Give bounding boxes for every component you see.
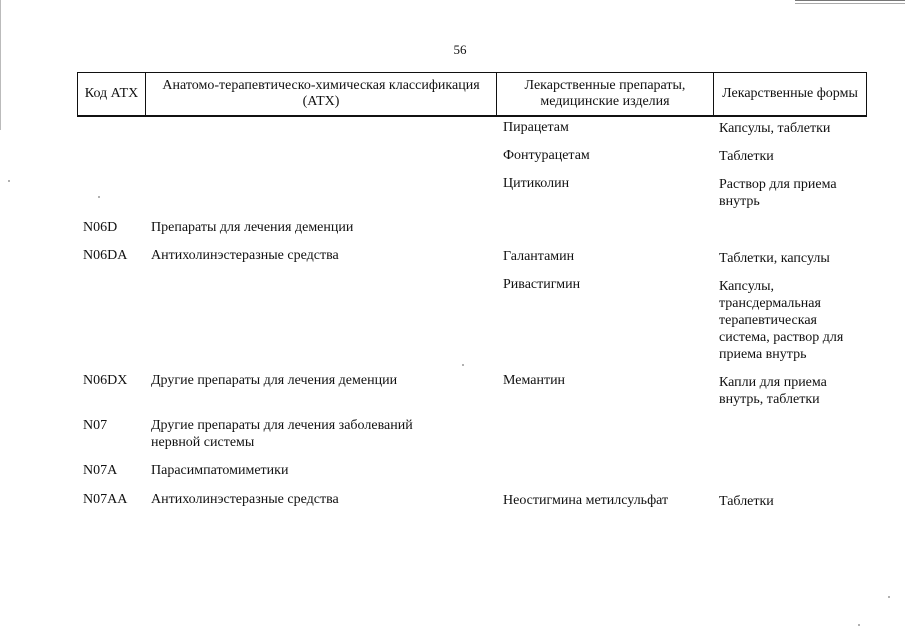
dosage-form: Капсулы, таблетки	[719, 121, 831, 136]
scan-speck	[858, 624, 860, 626]
dosage-form: Капсулы, трансдермальная терапевтическая система, раствор для приема внутрь	[719, 279, 844, 362]
dosage-form: Таблетки, капсулы	[719, 251, 830, 266]
atc-classification: Антихолинэстеразные средства	[151, 492, 339, 507]
atc-code: N06D	[83, 220, 118, 235]
scan-speck	[888, 596, 890, 598]
drug-name: Галантамин	[503, 249, 575, 264]
page-number: 56	[453, 42, 467, 57]
scan-margin-line	[0, 0, 1, 130]
atc-code: N07A	[83, 463, 118, 478]
dosage-form: Таблетки	[719, 149, 774, 164]
scan-corner-line	[795, 0, 905, 4]
drug-name: Ривастигмин	[503, 277, 581, 292]
atc-code: N06DA	[83, 248, 128, 263]
drug-name: Цитиколин	[503, 176, 570, 191]
atc-classification: Антихолинэстеразные средства	[151, 248, 339, 263]
dosage-form: Раствор для приема внутрь	[719, 177, 837, 209]
drug-name: Фонтурацетам	[503, 148, 590, 163]
header-drugs: Лекарственные препараты, медицинские изделия	[497, 73, 714, 115]
header-classification: Анатомо-терапевтическо-химическая классификация (АТХ)	[146, 73, 497, 115]
atc-classification: Другие препараты для лечения деменции	[151, 373, 398, 388]
table-header	[77, 72, 867, 117]
atc-code: N06DX	[83, 373, 128, 388]
atc-code: N07	[83, 418, 108, 433]
scan-speck	[98, 196, 100, 198]
atc-code: N07AA	[83, 492, 128, 507]
dosage-form: Капли для приема внутрь, таблетки	[719, 375, 827, 407]
drug-name: Мемантин	[503, 373, 566, 388]
drug-name: Неостигмина метилсульфат	[503, 493, 669, 508]
atc-classification: Парасимпатомиметики	[151, 463, 289, 478]
scan-speck	[8, 180, 10, 182]
dosage-form: Таблетки	[719, 494, 774, 509]
drug-name: Пирацетам	[503, 120, 569, 135]
scan-speck	[462, 364, 464, 366]
header-forms: Лекарственные формы	[722, 86, 858, 101]
atc-classification: Другие препараты для лечения заболеваний нервной системы	[151, 418, 413, 450]
atc-classification: Препараты для лечения деменции	[151, 220, 354, 235]
header-code: Код АТХ	[78, 73, 146, 115]
